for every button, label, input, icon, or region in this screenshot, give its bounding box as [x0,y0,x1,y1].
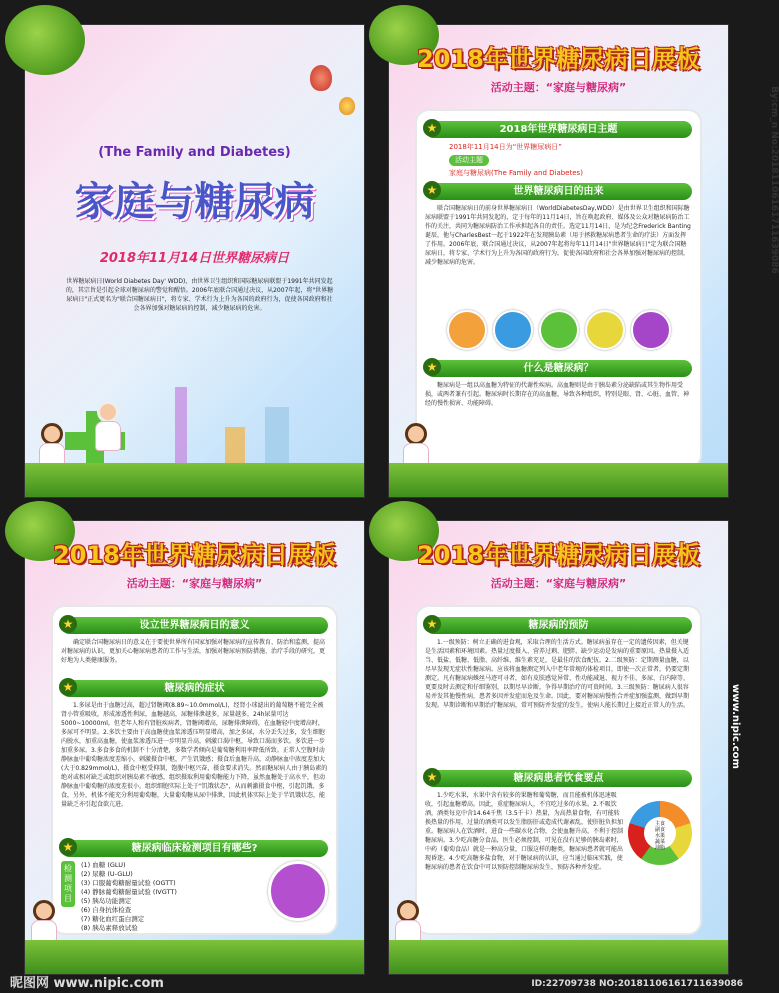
section-header [425,183,692,200]
section-title: 糖尿病的预防 [528,620,589,631]
section-text: 1.一级预防：树立正确的进食观，采取合理的生活方式。糖尿病虽存在一定的遗传因素，但关键是生活因素和环境因素。热量过度摄入、营养过剩、肥胖、缺少运动是发病的重要原因。热量摄入适当、低盐、低糖、低脂、高纤维、维生素充足，是最佳的饮食配伍。2.二级预防：定期测量血糖，以尽早发现无症状性糖尿病。应该将血糖测定列入中老年常规的体检项目，即使一次正常者，仍要定期测定。凡有糖尿病蛛丝马迹可寻者，如有皮肤感觉异常、性功能减退、视力不佳、多尿、白内障等，更要及时去测定和仔细鉴别，以期尽早诊断，争得早期治疗的可贵时间。3.三级预防：糖尿病人很容易并发其他慢性病，患者多因并发症而危及生命。因此，要对糖尿病慢性合并症加强监测，做到早期发现。早期诊断和早期治疗糖尿病，常可预防并发症的发生，使病人能长期过上接近正常人的生活。 [425,639,690,709]
board-title: 2018年世界糖尿病日展板 [417,45,700,73]
id-watermark: ID:22709738 NO:20181106161711639086 [531,979,743,989]
section-text: 1.少吃水果，水果中含有较多的果糖和葡萄糖，而且能被机体迅速吸收，引起血糖增高。因此，重症糖尿病人，不宜吃过多的水果。2.不吸饮酒，酒类每克中含14.64千焦（3.5千卡）热量，为高热量食物，有可能转换热量的作用，过量的酒类可以发生脂肪肝或造成代谢紊乱，使肝脏负担加重。糖尿病人在饮酒时，进食一些碳水化合物，会使血糖升高，不利于控制糖尿病。3.少吃高糖分食品，医生必须控制，可见在没有足够的胰岛素时，中药（葡萄食品）就是一种高分量，口服这样的糖类，糖尿病患者就可能出现昏迷。4.少吃高糖多盐食物，对于糖尿病的认识，应当通过临床实践，使糖尿病的患者在饮食中可以预防控制糖尿病发生，预防各种并发症。 [425,792,624,871]
main-title: 家庭与糖尿病 [74,179,315,225]
theme-line: 活动主题：“家庭与糖尿病” [126,577,263,590]
test-list [81,861,262,933]
detail-line: 家庭与糖尿病(The Family and Diabetes) [449,169,583,177]
grass-decoration [389,940,728,974]
wheel-label: 主食 [654,821,665,827]
poster-family-diabetes [24,24,365,498]
star-icon: ★ [423,768,441,786]
section-text: 确定联合国糖尿病日的意义在于要使世界所有国家加强对糖尿病的宣传教育、防治和监测，提高对糖尿病的认识，更加关心糖尿病患者的工作与生活，加强对糖尿病预防措施、治疗手段的研究，更好地为人类健康服务。 [61,639,326,664]
star-icon: ★ [423,119,441,137]
test-list-item: (6) 自身抗体检查 [81,906,132,914]
side-label: 检测项目 [61,861,75,907]
person-icon [493,310,533,350]
star-icon: ★ [59,678,77,696]
content-panel [51,605,338,935]
date-line: 2018年11月14日世界糖尿病日 [99,251,290,266]
food-wheel-labels [644,817,676,849]
diet-block [425,791,692,931]
content-panel [415,109,702,469]
theme-line: 活动主题：“家庭与糖尿病” [490,81,627,94]
section-title: 设立世界糖尿病日的意义 [139,620,250,631]
balloon-icon [339,97,355,115]
illustration-row [425,310,692,354]
detail-tag: 活动主题 [449,155,489,166]
test-list-item: (7) 糖化血红蛋白测定 [81,915,145,923]
side-watermark: www.nipic.com [730,684,742,769]
theme-line: 活动主题：“家庭与糖尿病” [490,577,627,590]
section-header [61,680,328,697]
intro-text: 世界糖尿病日(World Diabetes Day' WDD)，由世界卫生组织和国际糖尿病联盟于1991年共同发起的，其宗旨是引起全球对糖尿病的警觉和醒悟。2006年底联合国通过决议，从2007年起，将"世界糖尿病日"正式更名为"联合国糖尿病日"，将专家、学术行为上升为各国的政府行为，促使各国政府和社会各界加强对糖尿病的控制，减少糖尿病的危害。 [65,278,334,312]
person-icon [539,310,579,350]
doctor-illustration [95,401,121,457]
board-title: 2018年世界糖尿病日展板 [417,541,700,569]
person-icon [447,310,487,350]
person-icon [585,310,625,350]
wheel-label: 油脂 [654,845,665,851]
tree-decoration [5,5,85,75]
section-header [425,121,692,138]
wheel-label: 水果 [654,833,665,839]
content-panel [415,605,702,935]
wheel-label: 副食 [654,827,665,833]
grass-decoration [25,463,364,497]
section-title: 2018年世界糖尿病日主题 [499,124,618,135]
section-header [425,770,692,787]
test-list-item: (8) 胰岛素释放试验 [81,924,138,932]
poster-board-4 [388,520,742,975]
star-icon: ★ [59,615,77,633]
star-icon: ★ [423,181,441,199]
section-text: 1.多尿是由于血糖过高，超过肾糖阈(8.89~10.0mmol/L)，经肾小球滤出的葡萄糖不能完全被肾小管重吸收，形成渗透性利尿，血糖越高，尿糖排泄越多，尿量越多，24h尿量可达5000~10000ml。但老年人和有肾脏疾病者，肾糖阈增高，尿糖排泄障碍，在血糖轻中度增高时，多尿可不明显。2.多饮主要由于高血糖使血浆渗透压明显增高，加之多尿，水分丢失过多，发生细胞内脱水，加重高血糖，使血浆渗透压进一步明显升高，刺激口渴中枢，导致口渴而多饮。多饮进一步加重多尿。3.多食多食的机制不十分清楚，多数学者倾向是葡萄糖利用率降低所致。正常人空腹时动静脉血中葡萄糖浓度差缩小，刺激摄食中枢，产生饥饿感；摄食后血糖升高，动静脉血中浓度差加大(大于0.829mmol/L)，摄食中枢受抑制，饱腹中枢兴奋，摄食要求消失。然而糖尿病人由于胰岛素的绝对或相对缺乏或组织对胰岛素不敏感，组织摄取利用葡萄糖能力下降，虽然血糖处于高水平，但动静脉血中葡萄糖的浓度差很小，组织细胞实际上处于"饥饿状态"，从而刺激摄食中枢，引起饥饿、多食，另外，机体不能充分利用葡萄糖，大量葡萄糖从尿中排泄，因此机体实际上处于半饥饿状态，能量缺乏亦引起食欲亢进。 [61,702,328,808]
star-icon: ★ [423,615,441,633]
test-list-item: (1) 血糖 (GLU) [81,861,126,869]
test-list-block [61,861,328,933]
detail-line: 2018年11月14日为“世界糖尿病日” [449,143,562,151]
star-icon: ★ [423,358,441,376]
board-title: 2018年世界糖尿病日展板 [53,541,336,569]
test-list-item: (2) 尿糖 (U-GLU) [81,870,133,878]
building [265,407,289,467]
section-header [61,617,328,634]
section-header [61,840,328,857]
poster-board-2 [388,24,779,498]
test-list-item: (3) 口服葡萄糖耐量试验 (OGTT) [81,879,176,887]
section-text: 糖尿病是一组以高血糖为特征的代谢性疾病。高血糖则是由于胰岛素分泌缺陷或其生物作用受损，或两者兼有引起。糖尿病时长期存在的高血糖，导致各种组织，特别是眼、肾、心脏、血管、神经的慢性损害、功能障碍。 [425,382,690,407]
side-watermark: By:cm_n No:20181106161711639086 [769,86,779,274]
doctor-icon [268,861,328,921]
section-text: 联合国糖尿病日的前身世界糖尿病日（WorldDiabetesDay,WDD）是由世界卫生组织和国际糖尿病联盟于1991年共同发起的，定于每年的11月14日，旨在唤起政府、媒体及公众对糖尿病防治工作的关注，共同为糖尿病防治工作承担起各自的责任。选定11月14日，是为纪念Frederick Banting诞辰，他与CharlesBest一起于1922年在发现胰岛素（用于拯救糖尿病患者生命的疗法）方面发挥了作用。2006年底，联合国通过决议，从2007年起将每年11月14日"世界糖尿病日"定为联合国糖尿病日，将专家、学术行为上升为各国的政府行为，促使各国政府和社会各界加强对糖尿病的控制，减少糖尿病的危害。 [425,205,691,266]
section-title: 糖尿病患者饮食要点 [513,773,604,784]
food-wheel-icon [628,801,692,865]
section-title: 什么是糖尿病？ [523,363,594,374]
section-header [425,360,692,377]
test-list-item: (5) 胰岛功能测定 [81,897,132,905]
section-title: 世界糖尿病日的由来 [513,186,604,197]
section-title: 糖尿病的症状 [164,683,225,694]
balloon-icon [310,65,332,91]
wheel-label: 蔬菜 [654,839,665,845]
grass-decoration [389,463,728,497]
poster-board-3 [24,520,365,975]
person-icon [631,310,671,350]
site-watermark: 昵图网 www.nipic.com [10,976,164,991]
building [225,427,245,467]
star-icon: ★ [59,838,77,856]
tower [175,387,187,467]
test-list-item: (4) 静脉葡萄糖耐量试验 (IVGTT) [81,888,177,896]
section-title: 糖尿病临床检测项目有哪些? [131,843,258,854]
section-header [425,617,692,634]
grass-decoration [25,940,364,974]
theme-details [425,142,692,179]
subtitle-en: (The Family and Diabetes) [98,145,291,160]
